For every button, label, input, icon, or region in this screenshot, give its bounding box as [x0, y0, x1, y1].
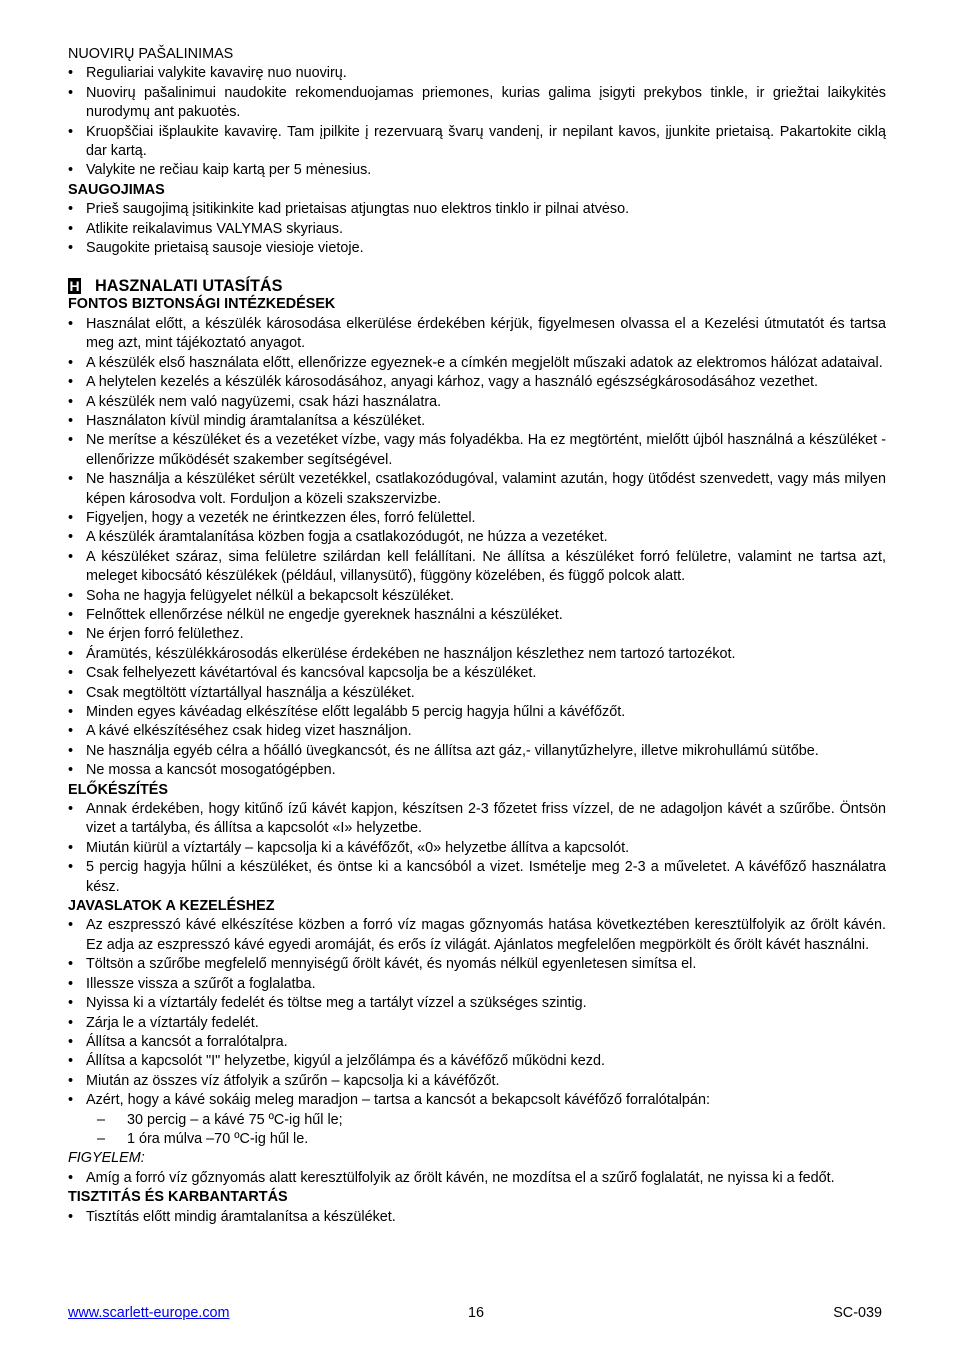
list-item: • Csak megtöltött víztartállyal használja a készüléket. [68, 684, 886, 703]
list-item: • A készülék első használata előtt, ellenőrizze egyeznek-e a címkén megjelölt műszaki adatok az elektromos hálózat adataival. [68, 354, 886, 373]
hu-usage-heading: JAVASLATOK A KEZELÉSHEZ [68, 898, 275, 915]
hu-attention-list [68, 1169, 886, 1188]
sub-list-item: – 30 percig – a kávé 75 ºC-ig hűl le; [68, 1111, 886, 1130]
hu-safety-list [68, 315, 886, 781]
hu-section-title-text: HASZNALATI UTASÍTÁS [95, 277, 283, 296]
list-item: • A helytelen kezelés a készülék károsodásához, anyagi kárhoz, vagy a használó egészségkárosodásához vezethet. [68, 373, 886, 392]
list-item: • A kávé elkészítéséhez csak hideg vizet használjon. [68, 722, 886, 741]
list-item: • Ne merítse a készüléket és a vezetéket vízbe, vagy más folyadékba. Ha ez megtörtént, mielőtt újból használná a készüléket - ellenőrizze működését szakember segítségével. [68, 431, 886, 470]
hu-usage-list [68, 916, 886, 1149]
list-item: • Tisztítás előtt mindig áramtalanítsa a készüléket. [68, 1208, 886, 1227]
website-link[interactable]: www.scarlett-europe.com [68, 1305, 230, 1321]
hu-maintenance-heading: TISZTITÁS ÉS KARBANTARTÁS [68, 1189, 288, 1206]
list-item: • Ne mossa a kancsót mosogatógépben. [68, 761, 886, 780]
list-item: • Töltsön a szűrőbe megfelelő mennyiségű őrölt kávét, és nyomás nélkül egyenletesen simítsa el. [68, 955, 886, 974]
list-item: • Áramütés, készülékkárosodás elkerülése érdekében ne használjon készlethez nem tartozó tartozékot. [68, 645, 886, 664]
list-item: • Felnőttek ellenőrzése nélkül ne engedje gyereknek használni a készüléket. [68, 606, 886, 625]
hu-attention-heading: FIGYELEM: [68, 1150, 145, 1167]
list-item: • Annak érdekében, hogy kitűnő ízű kávét kapjon, készítsen 2-3 főzetet friss vízzel, de ne adagoljon kávét a szűrőbe. Öntsön vizet a tartályba, és állítsa a kapcsolót «I» helyzetbe. [68, 800, 886, 839]
list-item: • 5 percig hagyja hűlni a készüléket, és öntse ki a kancsóból a vizet. Ismételje meg 2-3 a műveletet. A kávéfőző használatra kész. [68, 858, 886, 897]
list-item: • Soha ne hagyja felügyelet nélkül a bekapcsolt készüléket. [68, 587, 886, 606]
list-item: • Kruopščiai išplaukite kavavirę. Tam įpilkite į rezervuarą švarų vandenį, ir nepilant kavos, įjunkite prietaisą. Pakartokite ciklą dar kartą. [68, 123, 886, 162]
model-number: SC-039 [833, 1305, 882, 1321]
hu-maintenance-list [68, 1208, 886, 1227]
list-item: • A készüléket száraz, sima felületre szilárdan kell felállítani. Ne állítsa a készüléket forró felületre, valamint ne tartsa azt, meleget kibocsátó készülékek (például, villanysütő), függöny közelében, és függő polcok alatt. [68, 548, 886, 587]
list-item: • Miután az összes víz átfolyik a szűrőn – kapcsolja ki a kávéfőzőt. [68, 1072, 886, 1091]
list-item: • Atlikite reikalavimus VALYMAS skyriaus. [68, 220, 886, 239]
list-item: • Állítsa a kapcsolót "I" helyzetbe, kigyúl a jelzőlámpa és a kávéfőző működni kezd. [68, 1052, 886, 1071]
list-item: • Ne használja egyéb célra a hőálló üvegkancsót, és ne állítsa azt gáz,- villanytűzhelyre, illetve mikrohullámú sütőbe. [68, 742, 886, 761]
list-item: • Saugokite prietaisą sausoje viesioje vietoje. [68, 239, 886, 258]
list-item: • Ne használja a készüléket sérült vezetékkel, csatlakozódugóval, valamint azután, hogy ütődést szenvedett, vagy más milyen képen károsodva volt. Forduljon a közeli szakszervizbe. [68, 470, 886, 509]
list-item: • A készülék nem való nagyüzemi, csak házi használatra. [68, 393, 886, 412]
list-item: • A készülék áramtalanítása közben fogja a csatlakozódugót, ne húzza a vezetéket. [68, 528, 886, 547]
lt-cleaning-heading: NUOVIRŲ PAŠALINIMAS [68, 46, 234, 62]
page-number: 16 [468, 1305, 485, 1321]
hu-section-title [68, 277, 886, 295]
language-badge: H [69, 278, 80, 295]
lt-cleaning-list [68, 64, 886, 180]
list-item: • Valykite ne rečiau kaip kartą per 5 mėnesius. [68, 161, 886, 180]
list-item: • Használaton kívül mindig áramtalanítsa a készüléket. [68, 412, 886, 431]
lt-storage-list [68, 200, 886, 258]
list-item: • Az eszpresszó kávé elkészítése közben a forró víz magas gőznyomás hatása következtében keresztülfolyik az őrölt kávén. Ez adja az eszpresszó kávé egyedi aromáját, és erős íz világát. Ajánlatos megfelelően megpörkölt és őrölt kávét használni. [68, 916, 886, 955]
list-item: • Zárja le a víztartály fedelét. [68, 1014, 886, 1033]
list-item: • Figyeljen, hogy a vezeték ne érintkezzen éles, forró felülettel. [68, 509, 886, 528]
list-item: • Prieš saugojimą įsitikinkite kad prietaisas atjungtas nuo elektros tinklo ir pilnai atvėso. [68, 200, 886, 219]
list-item: • Nyissa ki a víztartály fedelét és töltse meg a tartályt vízzel a szükséges szintig. [68, 994, 886, 1013]
list-item: • Minden egyes kávéadag elkészítése előtt legalább 5 percig hagyja hűlni a kávéfőzőt. [68, 703, 886, 722]
list-item: • Használat előtt, a készülék károsodása elkerülése érdekében kérjük, figyelmesen olvassa el a Kezelési útmutatót és tartsa meg azt, mint tájékoztató anyagot. [68, 315, 886, 354]
list-item: • Nuovirų pašalinimui naudokite rekomenduojamas priemones, kurias galima įsigyti prekybos tinkle, ir griežtai laikykitės nurodymų ant pakuotės. [68, 84, 886, 123]
page-footer [68, 1304, 886, 1324]
list-item: • Csak felhelyezett kávétartóval és kancsóval kapcsolja be a készüléket. [68, 664, 886, 683]
hu-preparation-list [68, 800, 886, 897]
list-item: • Illessze vissza a szűrőt a foglalatba. [68, 975, 886, 994]
list-item: • Ne érjen forró felülethez. [68, 625, 886, 644]
hu-safety-heading: FONTOS BIZTONSÁGI INTÉZKEDÉSEK [68, 296, 336, 313]
list-item: • Reguliariai valykite kavavirę nuo nuovirų. [68, 64, 886, 83]
lt-storage-heading: SAUGOJIMAS [68, 181, 165, 198]
sub-list-item: – 1 óra múlva –70 ºC-ig hűl le. [68, 1130, 886, 1149]
list-item: • Állítsa a kancsót a forralótalpra. [68, 1033, 886, 1052]
list-item: • Azért, hogy a kávé sokáig meleg maradjon – tartsa a kancsót a bekapcsolt kávéfőző forralótalpán: [68, 1091, 886, 1110]
hu-preparation-heading: ELŐKÉSZÍTÉS [68, 781, 168, 798]
list-item: • Amíg a forró víz gőznyomás alatt keresztülfolyik az őrölt kávén, ne mozdítsa el a szűrő foglalatát, ne nyissa ki a fedőt. [68, 1169, 886, 1188]
list-item: • Miután kiürül a víztartály – kapcsolja ki a kávéfőzőt, «0» helyzetbe állítva a kapcsolót. [68, 839, 886, 858]
document-page [68, 45, 886, 1227]
